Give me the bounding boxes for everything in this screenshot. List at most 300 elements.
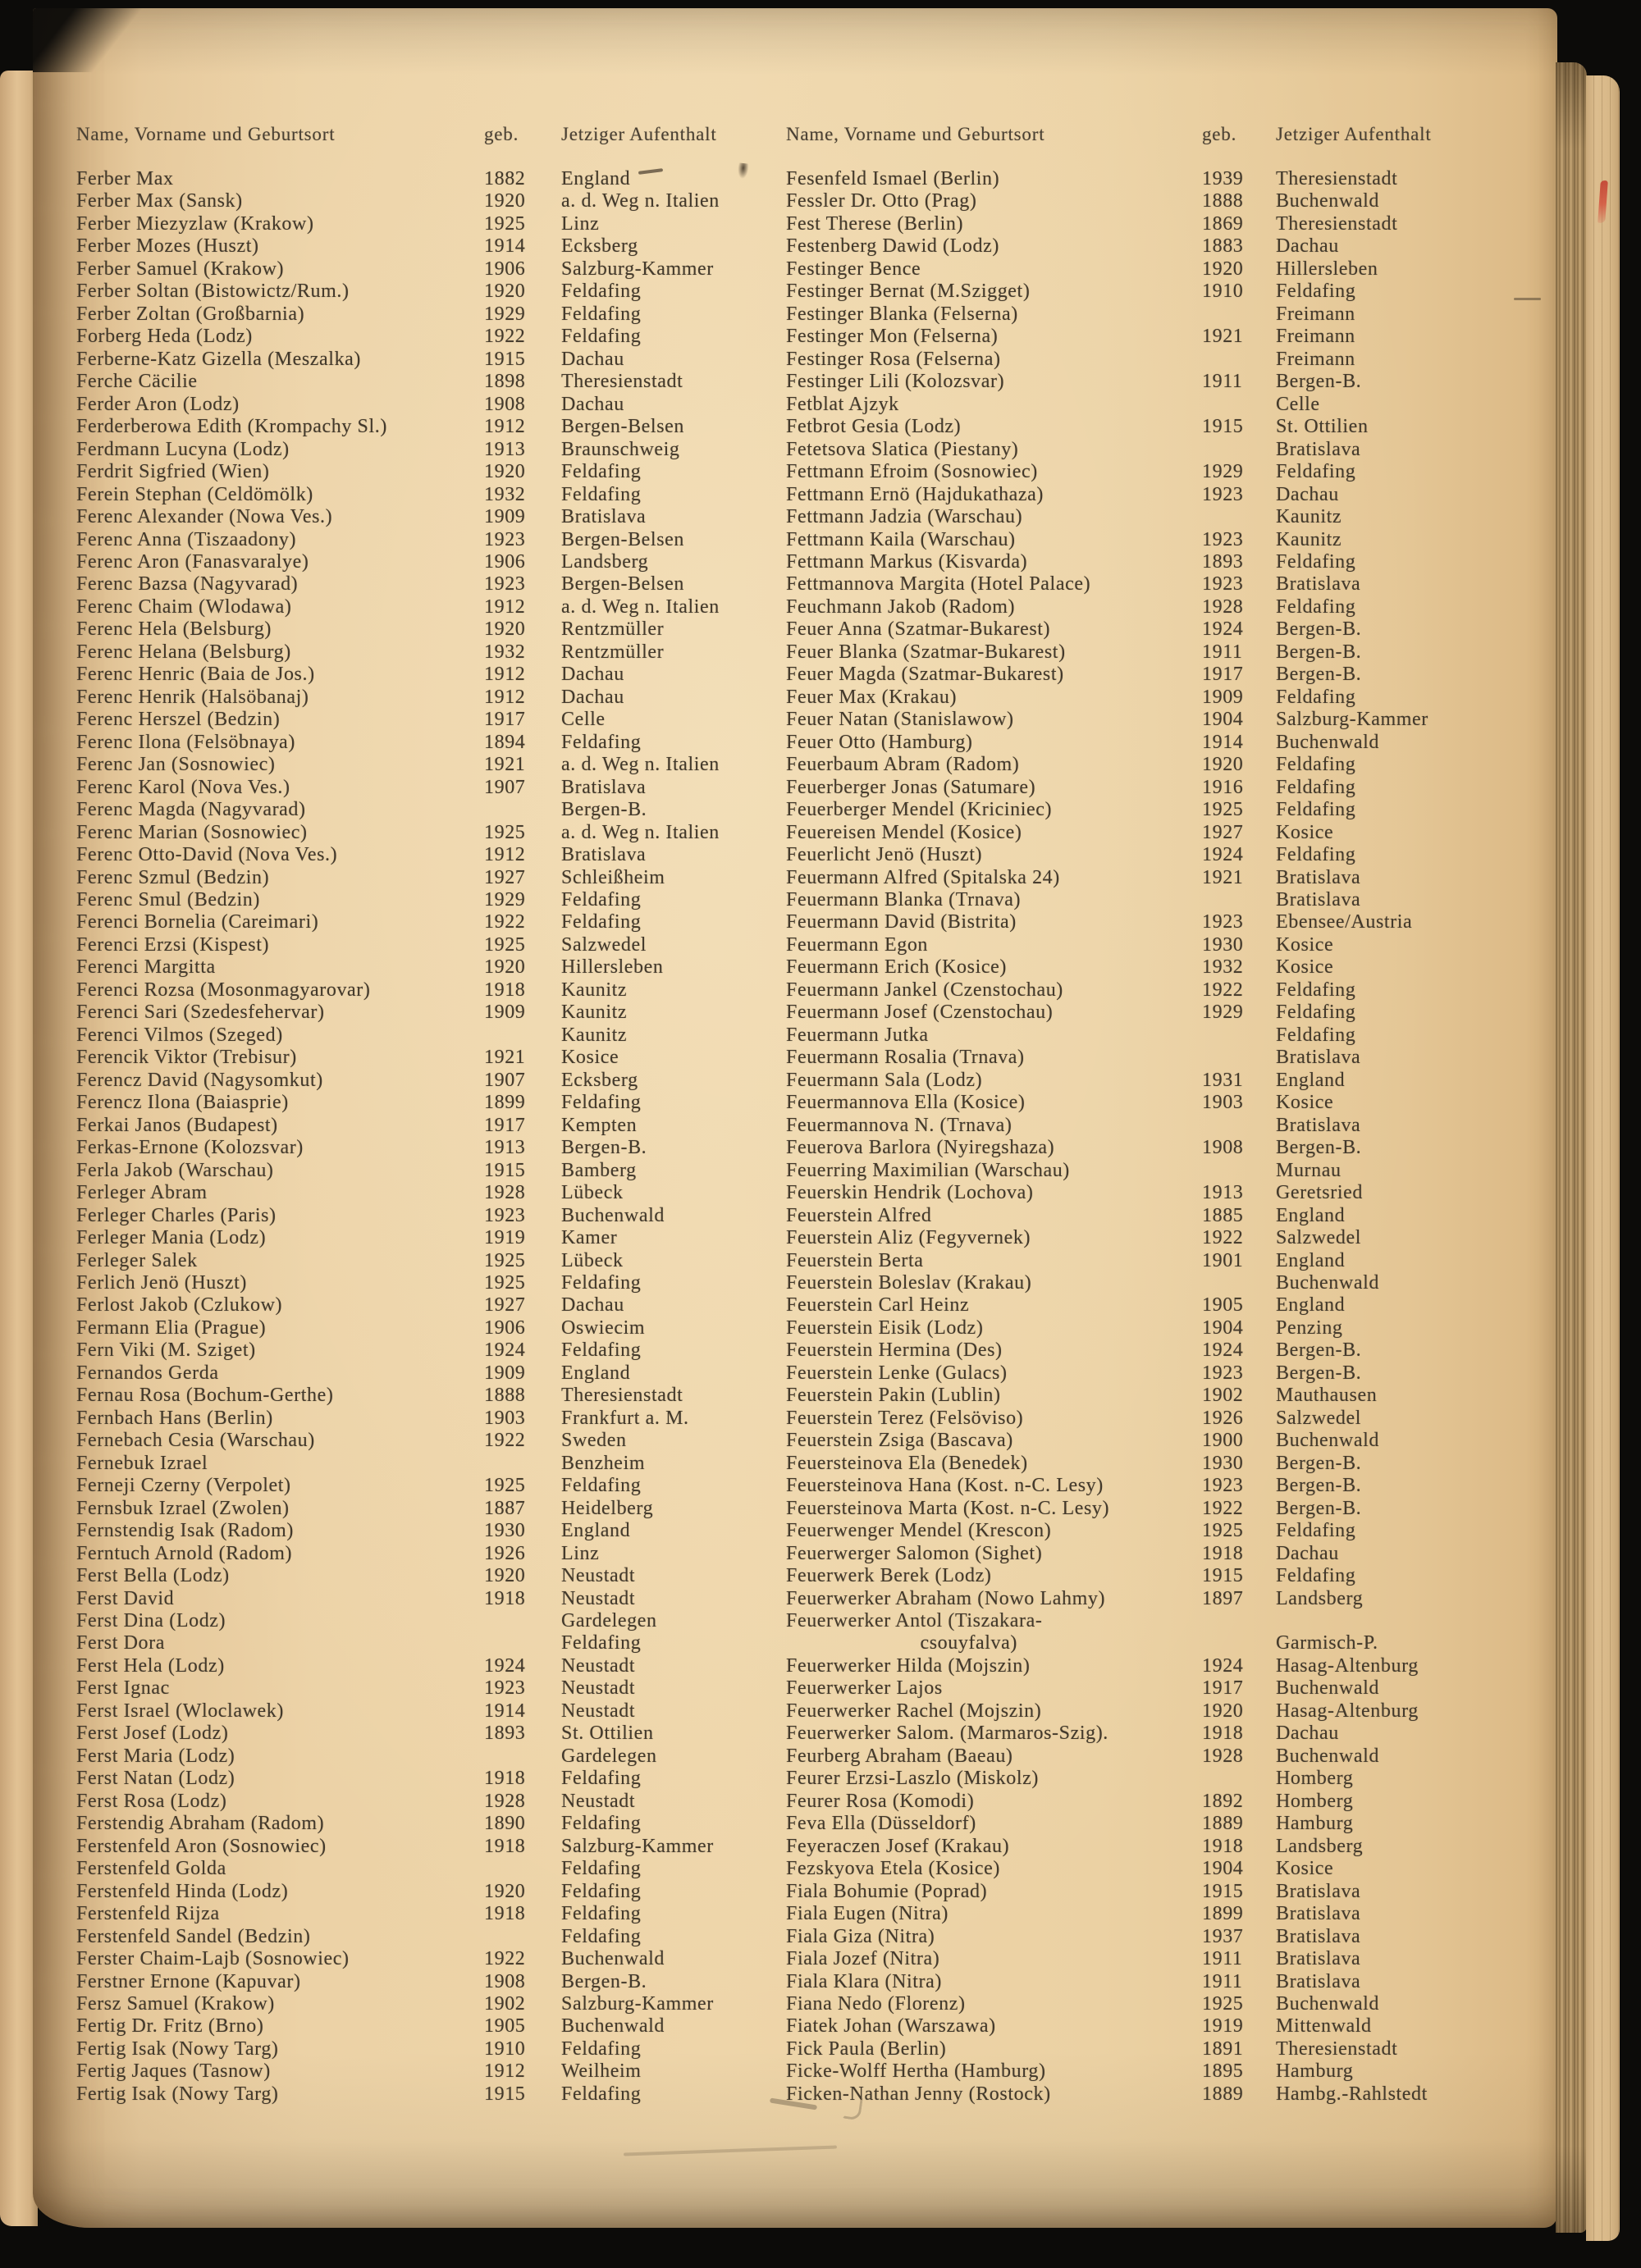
current-residence: Feldafing xyxy=(561,731,642,753)
entry-row xyxy=(76,1294,743,1317)
current-residence: Feldafing xyxy=(561,1632,642,1654)
current-residence: Bratislava xyxy=(1276,866,1361,888)
current-residence: Feldafing xyxy=(561,281,642,303)
entry-row xyxy=(76,258,743,281)
entry-row xyxy=(786,461,1477,483)
entry-row xyxy=(786,573,1477,596)
birth-year: 1887 xyxy=(484,1497,526,1519)
birth-year: 1924 xyxy=(484,1654,526,1677)
entry-row xyxy=(76,1160,743,1182)
current-residence: Freimann xyxy=(1276,348,1355,370)
current-residence: Bergen-Belsen xyxy=(561,528,684,550)
current-residence: Buchenwald xyxy=(561,2015,665,2038)
entry-row xyxy=(786,1520,1477,1542)
birth-year xyxy=(484,1858,561,1880)
birth-year: 1926 xyxy=(1202,1407,1244,1429)
entry-row xyxy=(76,461,743,483)
birth-year: 1905 xyxy=(484,2015,526,2038)
person-name: Feuerskin Hendrik (Lochova) xyxy=(786,1182,1034,1204)
entry-row xyxy=(76,844,743,866)
current-residence: Kosice xyxy=(1276,956,1334,979)
birth-year: 1915 xyxy=(484,2083,526,2105)
birth-year: 1918 xyxy=(484,1903,526,1925)
entry-row xyxy=(76,732,743,754)
current-residence: Bamberg xyxy=(561,1159,637,1181)
entry-row xyxy=(76,1565,743,1587)
birth-year: 1918 xyxy=(484,1835,526,1857)
person-name: Ferstenfeld Hinda (Lodz) xyxy=(76,1880,289,1902)
entry-row xyxy=(786,1926,1477,1948)
person-name: Ferstenfeld Aron (Sosnowiec) xyxy=(76,1835,327,1857)
column-header-right xyxy=(786,123,1477,145)
current-residence: Feldafing xyxy=(561,1339,642,1362)
current-residence: Dachau xyxy=(1276,483,1339,505)
entry-row xyxy=(786,799,1477,821)
birth-year: 1907 xyxy=(484,776,526,798)
birth-year: 1926 xyxy=(484,1542,526,1564)
birth-year xyxy=(1202,349,1276,371)
current-residence: Bergen-B. xyxy=(561,1970,647,1992)
birth-year: 1922 xyxy=(484,1430,526,1452)
entry-row xyxy=(76,1475,743,1497)
entry-row xyxy=(786,889,1477,911)
entry-row xyxy=(786,1182,1477,1204)
person-name: Feuermann Alfred (Spitalska 24) xyxy=(786,866,1060,888)
entry-row xyxy=(76,1700,743,1723)
current-residence: a. d. Weg n. Italien xyxy=(561,754,720,776)
current-residence: Feldafing xyxy=(1276,1520,1356,1542)
birth-year: 1888 xyxy=(1202,190,1244,212)
birth-year: 1925 xyxy=(484,1475,526,1497)
birth-year: 1918 xyxy=(484,1768,526,1790)
current-residence: Hambg.-Rahlstedt xyxy=(1276,2083,1428,2105)
person-name: Ferche Cäcilie xyxy=(76,371,198,393)
person-name: Ferneji Czerny (Verpolet) xyxy=(76,1475,291,1497)
current-residence: Salzwedel xyxy=(1276,1227,1362,1249)
entry-row xyxy=(76,1115,743,1137)
person-name: Festinger Mon (Felserna) xyxy=(786,326,999,348)
current-residence: Bergen-Belsen xyxy=(561,416,684,438)
current-residence: Kosice xyxy=(1276,1858,1334,1880)
entry-row xyxy=(76,506,743,528)
current-residence: Bratislava xyxy=(1276,1903,1361,1925)
person-name: Ferenci Erzsi (Kispest) xyxy=(76,933,270,956)
person-name: Feuerwerker Hilda (Mojszin) xyxy=(786,1654,1031,1677)
entry-row xyxy=(76,1047,743,1069)
current-residence: Kaunitz xyxy=(561,1024,628,1046)
birth-year: 1920 xyxy=(1202,258,1244,280)
birth-year: 1907 xyxy=(484,1069,526,1091)
current-residence: Buchenwald xyxy=(561,1204,665,1226)
person-name: Fernandos Gerda xyxy=(76,1362,219,1384)
birth-year xyxy=(1202,303,1276,326)
entry-row xyxy=(786,1160,1477,1182)
entry-row xyxy=(786,641,1477,664)
entry-row xyxy=(786,1543,1477,1565)
birth-year: 1906 xyxy=(484,1317,526,1339)
person-name: Feuer Anna (Szatmar-Bukarest) xyxy=(786,618,1051,641)
current-residence: England xyxy=(1276,1249,1346,1271)
person-name: Fiala Giza (Nitra) xyxy=(786,1925,935,1947)
birth-year: 1912 xyxy=(484,2060,526,2083)
birth-year: 1911 xyxy=(1202,1970,1243,1992)
current-residence: Feldafing xyxy=(561,1475,642,1497)
birth-year: 1929 xyxy=(484,889,526,910)
person-name: Ferenc Magda (Nagyvarad) xyxy=(76,799,306,821)
person-name: Ferenc Hela (Belsburg) xyxy=(76,618,272,641)
birth-year: 1923 xyxy=(1202,911,1244,933)
birth-year xyxy=(484,1926,561,1948)
entry-row xyxy=(76,2038,743,2060)
entry-row xyxy=(76,1881,743,1903)
current-residence: Feldafing xyxy=(561,1271,642,1294)
entry-row xyxy=(76,326,743,348)
person-name: Ferencik Viktor (Trebisur) xyxy=(76,1047,297,1069)
person-name: Fertig Dr. Fritz (Brno) xyxy=(76,2015,264,2038)
person-name: Fern Viki (M. Sziget) xyxy=(76,1339,256,1362)
entry-row xyxy=(786,934,1477,956)
person-name: Ferst David xyxy=(76,1587,175,1609)
birth-year: 1937 xyxy=(1202,1925,1244,1947)
entry-row xyxy=(786,1677,1477,1700)
entry-row xyxy=(76,1317,743,1339)
birth-year: 1909 xyxy=(1202,686,1244,708)
birth-year: 1918 xyxy=(484,979,526,1001)
current-residence: Bergen-B. xyxy=(1276,1452,1362,1474)
birth-year: 1925 xyxy=(1202,1520,1244,1542)
person-name: Fezskyova Etela (Kosice) xyxy=(786,1858,1000,1880)
birth-year: 1890 xyxy=(484,1813,526,1835)
person-name: Fernbach Hans (Berlin) xyxy=(76,1407,273,1429)
birth-year: 1893 xyxy=(484,1723,526,1745)
birth-year: 1920 xyxy=(1202,754,1244,776)
current-residence: Schleißheim xyxy=(561,866,665,888)
birth-year: 1924 xyxy=(1202,1654,1244,1677)
header-geb: geb. xyxy=(484,124,519,144)
current-residence: Bratislava xyxy=(1276,438,1361,460)
current-residence: Feldafing xyxy=(1276,281,1356,303)
person-name: Ferber Mozes (Huszt) xyxy=(76,235,259,258)
person-name: Ferst Natan (Lodz) xyxy=(76,1768,235,1790)
person-name: Ferenc Karol (Nova Ves.) xyxy=(76,776,290,798)
entry-row xyxy=(786,1745,1477,1768)
person-name: Feuer Blanka (Szatmar-Bukarest) xyxy=(786,641,1066,663)
person-name: Ferla Jakob (Warschau) xyxy=(76,1159,274,1181)
current-residence: Bergen-B. xyxy=(561,1137,647,1159)
entry-row xyxy=(76,1588,743,1610)
entries-column-left xyxy=(76,168,743,2106)
entry-row xyxy=(786,1070,1477,1092)
person-name: Ferlich Jenö (Huszt) xyxy=(76,1271,247,1294)
entry-row xyxy=(786,371,1477,393)
person-name: Ferenc Alexander (Nowa Ves.) xyxy=(76,506,333,528)
current-residence: Freimann xyxy=(1276,303,1355,325)
birth-year: 1925 xyxy=(1202,1992,1244,2015)
current-residence: Dachau xyxy=(561,686,624,708)
entry-row xyxy=(786,1339,1477,1362)
entry-row xyxy=(76,799,743,821)
birth-year: 1892 xyxy=(1202,1790,1244,1812)
person-name: Feuerberger Jonas (Satumare) xyxy=(786,776,1036,798)
birth-year: 1925 xyxy=(484,212,526,235)
person-name: Fiana Nedo (Florenz) xyxy=(786,1992,966,2015)
current-residence: Bratislava xyxy=(561,506,647,528)
birth-year: 1932 xyxy=(1202,956,1244,979)
current-residence: Kamer xyxy=(561,1227,618,1249)
outer-page-edge xyxy=(1586,75,1620,2241)
current-residence: Geretsried xyxy=(1276,1182,1363,1204)
entry-row xyxy=(76,2015,743,2038)
current-residence: Feldafing xyxy=(1276,596,1356,618)
current-residence: Bratislava xyxy=(1276,1114,1361,1136)
entry-row xyxy=(76,1070,743,1092)
entry-row xyxy=(76,1610,743,1632)
birth-year: 1920 xyxy=(484,461,526,483)
person-name: Ferdmann Lucyna (Lodz) xyxy=(76,438,290,460)
current-residence: Celle xyxy=(561,709,606,731)
current-residence: Kaunitz xyxy=(561,979,628,1001)
current-residence: Kosice xyxy=(561,1047,619,1069)
current-residence: Dachau xyxy=(1276,1723,1339,1745)
person-name: Feva Ella (Düsseldorf) xyxy=(786,1813,976,1835)
birth-year xyxy=(1202,1160,1276,1182)
entry-row xyxy=(786,2038,1477,2060)
person-name: Feuer Otto (Hamburg) xyxy=(786,731,973,753)
birth-year: 1929 xyxy=(1202,461,1244,483)
birth-year: 1898 xyxy=(484,371,526,393)
entry-row xyxy=(786,529,1477,551)
header-geb: geb. xyxy=(1202,124,1237,144)
person-name: Feurer Erzsi-Laszlo (Miskolz) xyxy=(786,1768,1039,1790)
birth-year xyxy=(484,1024,561,1047)
entry-row xyxy=(76,1836,743,1858)
birth-year: 1904 xyxy=(1202,1858,1244,1880)
person-name: Feuer Max (Krakau) xyxy=(786,686,958,708)
birth-year: 1913 xyxy=(484,1137,526,1159)
person-name: Ferstner Ernone (Kapuvar) xyxy=(76,1970,301,1992)
entry-row xyxy=(786,1881,1477,1903)
birth-year: 1916 xyxy=(1202,776,1244,798)
current-residence: Ecksberg xyxy=(561,1069,638,1091)
entry-row xyxy=(786,777,1477,799)
entry-row xyxy=(786,618,1477,641)
current-residence: England xyxy=(561,168,631,189)
person-name: Ficke-Wolff Hertha (Hamburg) xyxy=(786,2060,1046,2083)
birth-year: 1924 xyxy=(484,1339,526,1362)
birth-year: 1923 xyxy=(1202,573,1244,596)
entry-row xyxy=(786,303,1477,326)
current-residence: Linz xyxy=(561,1542,600,1564)
person-name: Festinger Bernat (M.Szigget) xyxy=(786,281,1031,303)
birth-year: 1918 xyxy=(1202,1835,1244,1857)
current-residence: Dachau xyxy=(561,393,624,415)
birth-year: 1928 xyxy=(1202,1745,1244,1767)
birth-year: 1922 xyxy=(1202,1227,1244,1249)
current-residence: Ecksberg xyxy=(561,235,638,258)
current-residence: Feldafing xyxy=(561,889,642,910)
birth-year: 1927 xyxy=(1202,821,1244,843)
person-name: Ferderberowa Edith (Krompachy Sl.) xyxy=(76,416,387,438)
birth-year: 1909 xyxy=(484,506,526,528)
current-residence: Rentzmüller xyxy=(561,618,665,641)
entry-row xyxy=(76,1250,743,1272)
birth-year: 1919 xyxy=(484,1227,526,1249)
person-name: Feuermann Blanka (Trnava) xyxy=(786,889,1022,910)
entry-row xyxy=(76,1092,743,1114)
birth-year: 1910 xyxy=(484,2038,526,2060)
current-residence: England xyxy=(1276,1069,1346,1091)
current-residence: Homberg xyxy=(1276,1790,1354,1812)
current-residence: Bergen-B. xyxy=(1276,371,1362,393)
header-aufenthalt: Jetziger Aufenthalt xyxy=(1276,124,1432,144)
entry-row xyxy=(76,754,743,776)
header-aufenthalt: Jetziger Aufenthalt xyxy=(561,124,717,144)
person-name: Ferder Aron (Lodz) xyxy=(76,393,240,415)
current-residence: Freimann xyxy=(1276,326,1355,348)
birth-year: 1908 xyxy=(484,1970,526,1992)
entry-row xyxy=(76,687,743,709)
person-name: Ferber Samuel (Krakow) xyxy=(76,258,285,280)
person-name: Ferber Miezyzlaw (Krakow) xyxy=(76,212,314,235)
current-residence: St. Ottilien xyxy=(561,1723,654,1745)
entry-row xyxy=(76,1926,743,1948)
current-residence: Bratislava xyxy=(1276,573,1361,596)
birth-year: 1900 xyxy=(1202,1430,1244,1452)
current-residence: Landsberg xyxy=(1276,1587,1364,1609)
current-residence: Feldafing xyxy=(1276,1024,1356,1046)
person-name: Ferenc Otto-David (Nova Ves.) xyxy=(76,844,338,866)
current-residence: Bergen-B. xyxy=(1276,1339,1362,1362)
birth-year: 1895 xyxy=(1202,2060,1244,2083)
birth-year: 1914 xyxy=(484,235,526,258)
header-name: Name, Vorname und Geburtsort xyxy=(76,124,336,144)
entry-row xyxy=(786,349,1477,371)
entry-row xyxy=(786,1092,1477,1114)
entry-row xyxy=(786,1993,1477,2015)
person-name: Fersz Samuel (Krakow) xyxy=(76,1992,275,2015)
birth-year: 1894 xyxy=(484,731,526,753)
current-residence: Gardelegen xyxy=(561,1610,657,1631)
entry-row xyxy=(76,213,743,235)
person-name: Feuersteinova Marta (Kost. n-C. Lesy) xyxy=(786,1497,1110,1519)
entry-row xyxy=(786,1385,1477,1407)
current-residence: Feldafing xyxy=(1276,1565,1356,1587)
current-residence: Feldafing xyxy=(561,1768,642,1790)
person-name: Ferst Bella (Lodz) xyxy=(76,1565,230,1587)
current-residence: Feldafing xyxy=(1276,686,1356,708)
birth-year: 1889 xyxy=(1202,2083,1244,2105)
entry-row xyxy=(786,484,1477,506)
current-residence: Neustadt xyxy=(561,1587,636,1609)
person-name: Ferenci Bornelia (Careimari) xyxy=(76,911,319,933)
person-name: Feuerstein Berta xyxy=(786,1249,924,1271)
current-residence: Feldafing xyxy=(561,1813,642,1835)
person-name: Ferber Max (Sansk) xyxy=(76,190,243,212)
current-residence: Rentzmüller xyxy=(561,641,665,663)
current-residence: Braunschweig xyxy=(561,438,680,460)
birth-year: 1921 xyxy=(1202,326,1244,348)
entry-row xyxy=(786,1227,1477,1249)
person-name: Feuerlicht Jenö (Huszt) xyxy=(786,844,983,866)
current-residence: Oswiecim xyxy=(561,1317,646,1339)
birth-year: 1911 xyxy=(1202,1948,1243,1970)
person-name: Feuermann David (Bistrita) xyxy=(786,911,1017,933)
person-name: Feuerwerker Antol (Tiszakara- xyxy=(786,1610,1043,1631)
current-residence: Feldafing xyxy=(561,1858,642,1880)
entry-row xyxy=(76,1903,743,1925)
current-residence: Theresienstadt xyxy=(1276,168,1398,189)
birth-year xyxy=(484,1745,561,1768)
entry-row xyxy=(786,1272,1477,1294)
page-stack-edge xyxy=(1556,62,1587,2233)
person-name: Ferster Chaim-Lajb (Sosnowiec) xyxy=(76,1948,350,1970)
person-name: Ferst Josef (Lodz) xyxy=(76,1723,229,1745)
birth-year xyxy=(484,1610,561,1632)
birth-year: 1930 xyxy=(1202,933,1244,956)
current-residence: Kosice xyxy=(1276,821,1334,843)
person-name: Forberg Heda (Lodz) xyxy=(76,326,253,348)
entry-row xyxy=(76,979,743,1002)
entry-row xyxy=(76,1813,743,1835)
entry-row xyxy=(76,1993,743,2015)
current-residence: Lübeck xyxy=(561,1182,624,1204)
person-name: Ferstenfeld Golda xyxy=(76,1858,226,1880)
person-name: Ferst Maria (Lodz) xyxy=(76,1745,235,1767)
birth-year: 1899 xyxy=(1202,1903,1244,1925)
birth-year: 1929 xyxy=(1202,1002,1244,1024)
person-name: Fetetsova Slatica (Piestany) xyxy=(786,438,1019,460)
entry-row xyxy=(786,956,1477,979)
current-residence: Neustadt xyxy=(561,1565,636,1587)
person-name: Ferst Ignac xyxy=(76,1677,170,1700)
person-name: Feuermann Egon xyxy=(786,933,929,956)
current-residence: Bergen-B. xyxy=(1276,664,1362,686)
person-name: Fernebach Cesia (Warschau) xyxy=(76,1430,315,1452)
current-residence: England xyxy=(1276,1294,1346,1317)
entry-row xyxy=(76,1791,743,1813)
entry-row xyxy=(76,573,743,596)
entry-row xyxy=(786,1430,1477,1452)
birth-year: 1932 xyxy=(484,483,526,505)
person-name: Ferenc Helana (Belsburg) xyxy=(76,641,291,663)
person-name: Feuermann Josef (Czenstochau) xyxy=(786,1002,1054,1024)
current-residence: Mittenwald xyxy=(1276,2015,1372,2038)
current-residence: Weilheim xyxy=(561,2060,642,2083)
entry-row xyxy=(76,190,743,212)
current-residence: Bratislava xyxy=(1276,1970,1361,1992)
current-residence: Mauthausen xyxy=(1276,1385,1378,1407)
entry-row xyxy=(786,979,1477,1002)
current-residence: Bratislava xyxy=(1276,1047,1361,1069)
birth-year: 1925 xyxy=(484,1271,526,1294)
person-name: Feuerwerker Rachel (Mojszin) xyxy=(786,1700,1042,1722)
current-residence: Salzwedel xyxy=(561,933,647,956)
entry-row xyxy=(786,1836,1477,1858)
person-name: Feuerstein Eisik (Lodz) xyxy=(786,1317,984,1339)
current-residence: Dachau xyxy=(1276,1542,1339,1564)
current-residence: Dachau xyxy=(1276,235,1339,258)
current-residence: Salzburg-Kammer xyxy=(561,258,714,280)
entry-row xyxy=(76,1272,743,1294)
birth-year: 1888 xyxy=(484,1385,526,1407)
entry-row xyxy=(786,1971,1477,1993)
entry-row xyxy=(786,1317,1477,1339)
person-name: Fettmannova Margita (Hotel Palace) xyxy=(786,573,1091,596)
birth-year: 1920 xyxy=(484,956,526,979)
column-header-left xyxy=(76,123,743,145)
birth-year xyxy=(1202,506,1276,528)
birth-year: 1902 xyxy=(1202,1385,1244,1407)
